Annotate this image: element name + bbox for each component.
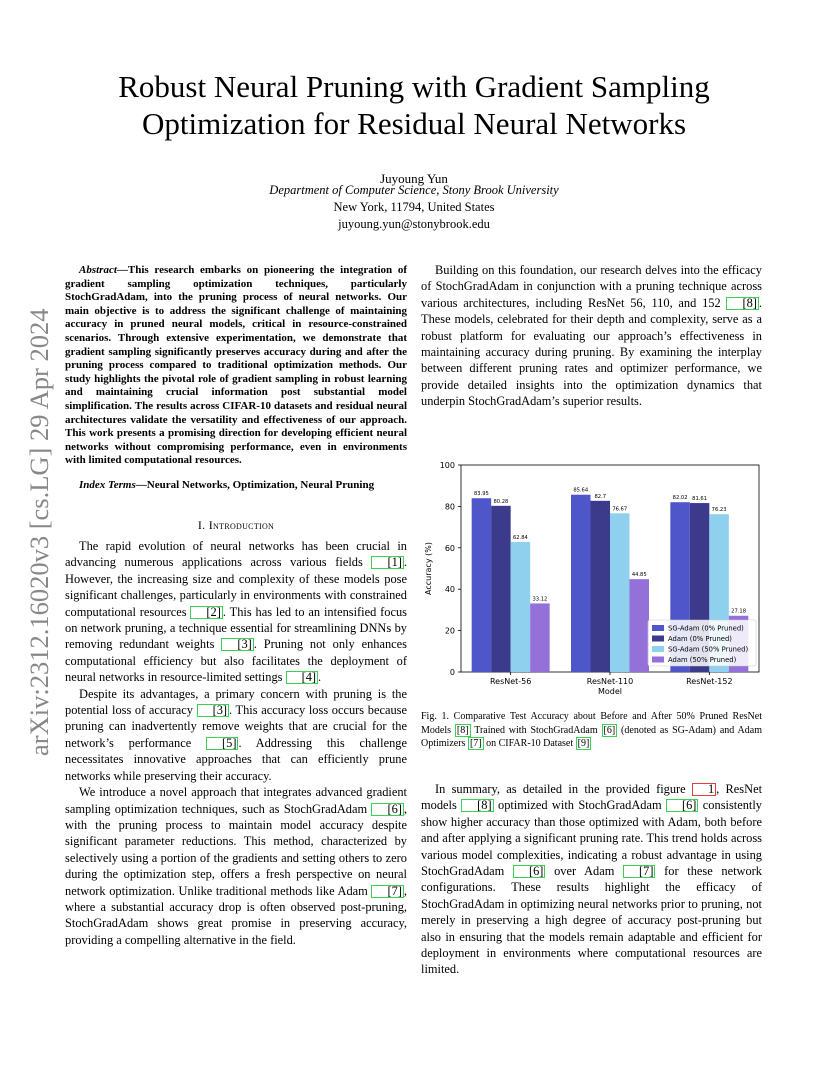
section-heading-introduction: I. Introduction — [197, 518, 275, 532]
arxiv-side-stamp — [18, 290, 60, 760]
citation-link[interactable]: [8] — [726, 297, 758, 310]
bar-value-label: 76.23 — [711, 507, 727, 514]
citation-link[interactable]: [6] — [603, 724, 616, 736]
y-tick-label: 20 — [444, 626, 455, 636]
citation-link[interactable]: [7] — [623, 865, 655, 878]
legend-entry: SG-Adam (50% Pruned) — [668, 645, 749, 654]
citation-link[interactable]: [3] — [221, 638, 253, 651]
author-location: New York, 11794, United States — [333, 200, 495, 214]
y-tick-label: 100 — [439, 461, 455, 470]
citation-link[interactable]: [8] — [456, 724, 469, 736]
bar — [571, 495, 591, 672]
bar-value-label: 76.67 — [612, 506, 628, 513]
figure-link[interactable]: 1 — [692, 783, 716, 796]
citation-link[interactable]: [6] — [371, 803, 403, 816]
chart-legend — [648, 620, 756, 666]
bar — [472, 498, 492, 672]
legend-swatch — [652, 636, 664, 642]
y-axis-label: Accuracy (%) — [424, 542, 433, 595]
citation-link[interactable]: [6] — [666, 799, 698, 812]
citation-link[interactable]: [1] — [371, 556, 403, 569]
bar-value-label: 85.64 — [573, 487, 589, 494]
citation-link[interactable]: [4] — [286, 671, 318, 684]
y-tick-label: 40 — [444, 585, 455, 595]
intro-paragraph-3: We introduce a novel approach that integrates advanced gradient sampling optimization techniques, such as StochGradAdam [6] , with the pruning process to maintain model accuracy despite significant parameter reductions. This method, characterized by selectively using a portion of the gradients and setting others to zero during the optimization step, offers a fresh perspective on neural network optimization. Unlike traditional methods like Adam [7] , where a substantial accuracy drop is often observed post-pruning, StochGradAdam shows great promise in preserving accuracy, providing a compelling alternative in the field. — [65, 785, 407, 947]
citation-link[interactable]: [7] — [469, 738, 482, 749]
citation-link[interactable]: [8] — [461, 799, 493, 812]
citation-link[interactable]: [3] — [197, 704, 229, 717]
bar — [591, 501, 611, 672]
index-terms — [65, 479, 407, 493]
paper-title — [60, 68, 768, 142]
citation-link[interactable]: [5] — [206, 737, 238, 750]
author-affiliation: Department of Computer Science, Stony Brook University — [269, 183, 559, 197]
bar — [610, 513, 630, 672]
figure-caption: Fig. 1. Comparative Test Accuracy about Before and After 50% Pruned ResNet Models [8] Trained with StochGradAdam [6] (denoted as SG-Adam) and Adam Optimizers [7] on CIFAR-10 Dataset [9] — [421, 711, 762, 749]
citation-link[interactable]: [7] — [371, 885, 403, 898]
author-name: Juyoung Yun — [380, 171, 448, 186]
legend-swatch — [652, 646, 664, 652]
x-tick-label: ResNet-56 — [489, 677, 532, 686]
bar-value-label: 27.18 — [731, 608, 747, 615]
abstract — [65, 264, 407, 468]
author-email[interactable]: juyoung.yun@stonybrook.edu — [338, 217, 490, 231]
accuracy-bar-chart — [421, 455, 766, 700]
intro-paragraph-2: Despite its advantages, a primary concern with pruning is the potential loss of accuracy [3] . This accuracy loss occurs because pruning can inadvertently remove weights that are crucial for the network’s performance [5] . Addressing this challenge necessitates innovative approaches that can efficiently prune networks while preserving their accuracy. — [65, 686, 407, 783]
bar-value-label: 82.02 — [672, 495, 688, 502]
intro-paragraph-1: The rapid evolution of neural networks has been crucial in advancing numerous applications across various fields [1] . However, the increasing size and complexity of these models pose significant challenges, particularly in environments with constrained computational resources [2] . This has led to an intensified focus on network pruning, a technique essential for streamlining DNNs by removing redundant weights [3] . Pruning not only enhances computational efficiency but also facilitates the deployment of neural networks in resource-limited settings [4] . — [65, 539, 408, 685]
legend-swatch — [652, 625, 664, 631]
bar-value-label: 44.85 — [631, 572, 647, 579]
bar-value-label: 83.95 — [473, 491, 489, 498]
arxiv-stamp-text: arXiv:2312.16020v3 [cs.LG] 29 Apr 2024 — [24, 308, 54, 756]
abstract-label: Abstract — [79, 264, 117, 276]
citation-link[interactable]: [9] — [577, 738, 590, 749]
legend-entry: Adam (0% Pruned) — [668, 635, 732, 644]
x-tick-label: ResNet-152 — [686, 677, 733, 686]
right-column-paragraph-1: Building on this foundation, our research delves into the efficacy of StochGradAdam in conjunction with a pruning technique across various architectures, including ResNet 56, 110, and 152 [8] . These models, celebrated for their depth and complexity, serve as a robust platform for evaluating our approach’s effectiveness in maintaining accuracy during pruning. By examining the interplay between different pruning rates and optimizer performance, we provide detailed insights into the optimization dynamics that underpin StochGradAdam’s superior results. — [421, 263, 762, 409]
bar-value-label: 82.7 — [594, 493, 607, 500]
bar-value-label: 33.12 — [532, 596, 548, 603]
bar-value-label: 80.28 — [493, 498, 509, 505]
legend-entry: Adam (50% Pruned) — [668, 656, 737, 665]
right-column-paragraph-2: In summary, as detailed in the provided figure 1 , ResNet models [8] optimized with StochGradAdam [6] consistently show higher accuracy than those optimized with Adam, both before and after applying a significant pruning rate. This trend holds across various model complexities, indicating a robust advantage in using StochGradAdam [6] over Adam [7] for these network configurations. These results highlight the efficacy of StochGradAdam in optimizing neural networks prior to pruning, not merely in preserving a high degree of accuracy post-pruning but also in ensuring that the models remain adaptable and efficient for deployment in environments where computational resources are limited. — [421, 782, 763, 977]
bar — [530, 603, 549, 672]
index-terms-label: Index Terms — [79, 479, 136, 491]
bar — [491, 506, 511, 672]
x-tick-label: ResNet-110 — [586, 677, 634, 686]
x-axis-label: Model — [597, 687, 623, 696]
y-tick-label: 0 — [449, 668, 455, 677]
legend-swatch — [652, 657, 664, 663]
intro-body — [65, 538, 407, 948]
legend-entry: SG-Adam (0% Pruned) — [668, 624, 744, 633]
title-line-1: Robust Neural Pruning with Gradient Sampling — [118, 69, 710, 104]
y-tick-label: 60 — [444, 543, 455, 553]
bar-value-label: 62.84 — [512, 534, 528, 541]
bar — [630, 579, 650, 672]
title-line-2: Optimization for Residual Neural Networks — [141, 106, 687, 141]
bar — [511, 542, 531, 672]
citation-link[interactable]: [6] — [513, 865, 545, 878]
abstract-text: —This research embarks on pioneering the integration of gradient sampling optimization techniques, particularly StochGradAdam, into the pruning process of neural networks. Our main objective is to address the significant challenge of maintaining accuracy in pruned neural models, critical in resource-constrained scenarios. Through extensive experimentation, we demonstrate that gradient sampling significantly preserves accuracy during and after the pruning process compared to traditional optimization methods. Our study highlights the pivotal role of gradient sampling in robust learning and maintaining crucial information post substantial model simplification. The results across CIFAR-10 datasets and residual neural architectures validate the versatility and effectiveness of our approach. This work presents a promising direction for developing efficient neural networks without compromising performance, even in environments with limited computational resources. — [65, 264, 407, 467]
y-tick-label: 80 — [444, 502, 455, 512]
bar-value-label: 81.61 — [692, 496, 708, 503]
index-terms-text: —Neural Networks, Optimization, Neural Pruning — [135, 479, 375, 491]
citation-link[interactable]: [2] — [190, 606, 222, 619]
